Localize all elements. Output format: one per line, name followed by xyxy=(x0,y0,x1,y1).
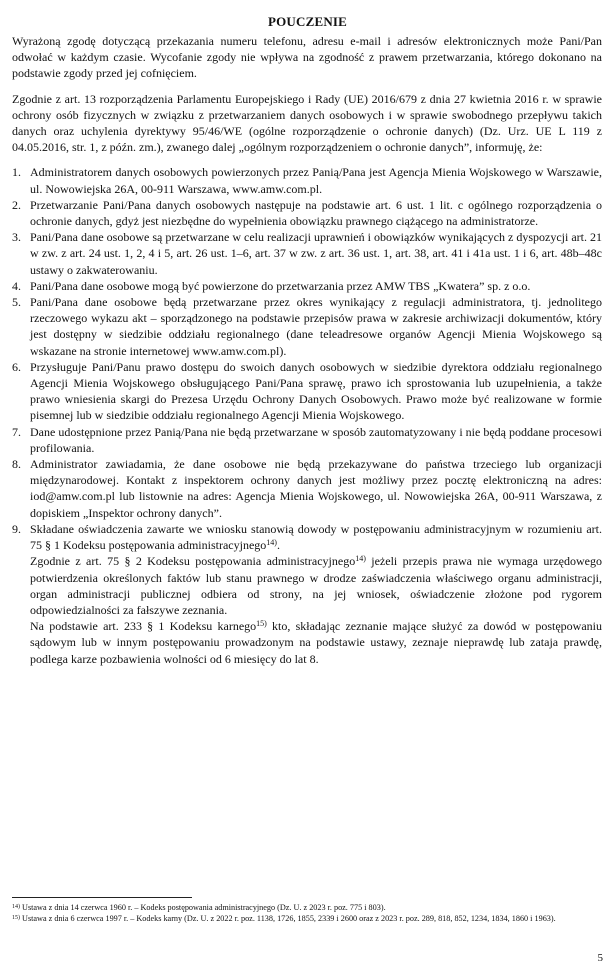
list-item xyxy=(12,229,602,278)
page-number: 5 xyxy=(597,952,603,964)
list-item-text: Administrator zawiadamia, że dane osobowe nie będą przekazywane do państwa trzeciego lub organizacji międzynarodowej. Kontakt z inspektorem ochrony danych jest możliwy przez pocztę elektroniczną na adres: iod@amw.com.pl lub listownie na adres: Agencja Mienia Wojskowego, ul. Nowowiejska 26A, 00-911 Warszawa, z dopiskiem „Inspektor ochrony danych”. xyxy=(30,457,602,520)
list-item-number: 5. xyxy=(12,295,21,310)
list-item-number: 1. xyxy=(12,165,21,180)
kpa-text-end: jeżeli przepis prawa nie wymaga urzędowego potwierdzenia określonych faktów lub stanu prawnego w drodze zaświadczenia właściwego organu administracji, organ administracji publicznej odbiera od strony, na jej wniosek, oświadczenie złożone pod rygorem odpowiedzialności za fałszywe zeznania. xyxy=(30,554,603,617)
footnote-ref-14: 14) xyxy=(266,538,277,548)
footnote-ref-15: 15) xyxy=(256,619,267,629)
kpa-article-paragraph xyxy=(30,553,602,618)
evidence-text-end: . xyxy=(276,538,280,553)
footnote-text: Ustawa z dnia 14 czerwca 1960 r. – Kodeks postępowania administracyjnego (Dz. U. z 2023 r. poz. 775 i 803). xyxy=(22,903,386,912)
list-item-number: 3. xyxy=(12,230,21,245)
list-item-number: 7. xyxy=(12,424,21,439)
footnotes xyxy=(12,903,602,926)
page-title: POUCZENIE xyxy=(267,14,348,29)
footnote-ref-14: 14) xyxy=(355,554,366,564)
kpa-text: Zgodnie z art. 75 § 2 Kodeksu postępowania administracyjnego xyxy=(30,554,356,569)
list-item-text: Pani/Pana dane osobowe są przetwarzane w celu realizacji uprawnień i obowiązków wynikających z dyspozycji art. 21 w zw. z art. 24 ust. 1, 2, 4 i 5, art. 26 ust. 1–6, art. 37 w zw. z art. 36 ust. 1, art. 38, art. 41 i 41a ust. 1 i 6, art. 48b–48c ustawy o zakwaterowaniu. xyxy=(30,230,602,277)
footnote-text: Ustawa z dnia 6 czerwca 1997 r. – Kodeks karny (Dz. U. z 2022 r. poz. 1138, 1726, 1855, 2339 i 2600 oraz z 2023 r. poz. 289, 818, 852, 1234, 1834, 1860 i 1963). xyxy=(22,914,556,924)
penal-text: Na podstawie art. 233 § 1 Kodeksu karnego xyxy=(30,619,257,634)
list-item-number: 6. xyxy=(12,359,21,374)
list-item-number: 9. xyxy=(12,521,21,536)
list-item-text: Przysługuje Pani/Panu prawo dostępu do swoich danych osobowych w siedzibie dyrektora oddziału regionalnego Agencji Mienia Wojskowego obsługującego Pani/Pana sprawę, prawo ich sprostowania lub uzupełnienia, a także prawo wniesienia skargi do Prezesa Urzędu Ochrony Danych Osobowych. Prawo może być realizowane w formie pisemnej lub w siedzibie oddziału regionalnego Agencji Mienia Wojskowego. xyxy=(30,359,602,423)
list-item-text: Dane udostępnione przez Panią/Pana nie będą przetwarzane w sposób zautomatyzowany i nie będą poddane procesowi profilowania. xyxy=(30,424,602,455)
list-item-text: Pani/Pana dane osobowe będą przetwarzane przez okres wynikający z regulacji administratora, tj. jednolitego rzeczowego wykazu akt – sporządzonego na podstawie przepisów prawa w zakresie archiwizacji dokumentów, który jest dostępny w siedzibie oddziału regionalnego (dane teleadresowe organów Agencji Mienia Wojskowego są wskazane na stronie internetowej www.amw.com.pl). xyxy=(30,295,602,358)
list-item-number: 4. xyxy=(12,278,21,293)
penal-text-end: kto, składając zeznanie mające służyć za dowód w postępowaniu sądowym lub w innym postępowaniu prowadzonym na podstawie ustawy, zeznaje nieprawdę lub zataja prawdę, podlega karze pozbawienia wolności od 6 miesięcy do lat 8. xyxy=(30,619,602,666)
footnote-mark: 14) xyxy=(12,904,20,910)
footnote-mark: 15) xyxy=(12,915,20,922)
list-item-number: 2. xyxy=(12,197,21,212)
list-item-text: Administratorem danych osobowych powierzonych przez Panią/Pana jest Agencja Mienia Wojskowego w Warszawie, ul. Nowowiejska 26A, 00-911 Warszawa, www.amw.com.pl. xyxy=(30,165,602,196)
list-item-text: Przetwarzanie Pani/Pana danych osobowych następuje na podstawie art. 6 ust. 1 lit. c ogólnego rozporządzenia o ochronie danych, gdyż jest niezbędne do wypełnienia obowiązku prawnego ciążącego na administratorze. xyxy=(30,197,602,229)
footnote-divider xyxy=(12,897,192,898)
evidence-paragraph xyxy=(30,521,602,553)
information-list xyxy=(12,164,602,666)
list-item xyxy=(12,424,602,456)
list-item xyxy=(12,197,602,229)
list-item-text: Pani/Pana dane osobowe mogą być powierzone do przetwarzania przez AMW TBS „Kwatera” sp. z o.o. xyxy=(30,278,531,293)
list-item xyxy=(12,278,602,294)
list-item xyxy=(12,359,602,424)
list-item xyxy=(12,294,602,359)
consent-paragraph: Wyrażoną zgodę dotyczącą przekazania numeru telefonu, adresu e-mail i adresów elektronicznych może Pani/Pan odwołać w każdym czasie. Wycofanie zgody nie wpływa na zgodność z prawem przetwarzania, którego dokonano na podstawie zgody przed jej cofnięciem. xyxy=(12,34,602,81)
list-item-9 xyxy=(12,521,602,667)
list-item xyxy=(12,456,602,521)
penal-code-paragraph xyxy=(30,618,602,667)
gdpr-intro-paragraph: Zgodnie z art. 13 rozporządzenia Parlamentu Europejskiego i Rady (UE) 2016/679 z dnia 27 kwietnia 2016 r. w sprawie ochrony osób fizycznych w związku z przetwarzaniem danych osobowych i w sprawie swobodnego przepływu takich danych oraz uchylenia dyrektywy 95/46/WE (ogólne rozporządzenie o ochronie danych) (Dz. Urz. UE L 119 z 04.05.2016, str. 1, z późn. zm.), zwanego dalej „ogólnym rozporządzeniem o ochronie danych”, informuję, że: xyxy=(12,91,602,155)
list-item xyxy=(12,164,602,196)
evidence-text: Składane oświadczenia zawarte we wniosku stanowią dowody w postępowaniu administracyjnym w rozumieniu art. 75 § 1 Kodeksu postępowania administracyjnego xyxy=(30,521,602,553)
footnote-15 xyxy=(12,914,602,924)
list-item-number: 8. xyxy=(12,457,21,472)
document-body xyxy=(12,33,602,667)
footnote-14 xyxy=(12,903,602,913)
